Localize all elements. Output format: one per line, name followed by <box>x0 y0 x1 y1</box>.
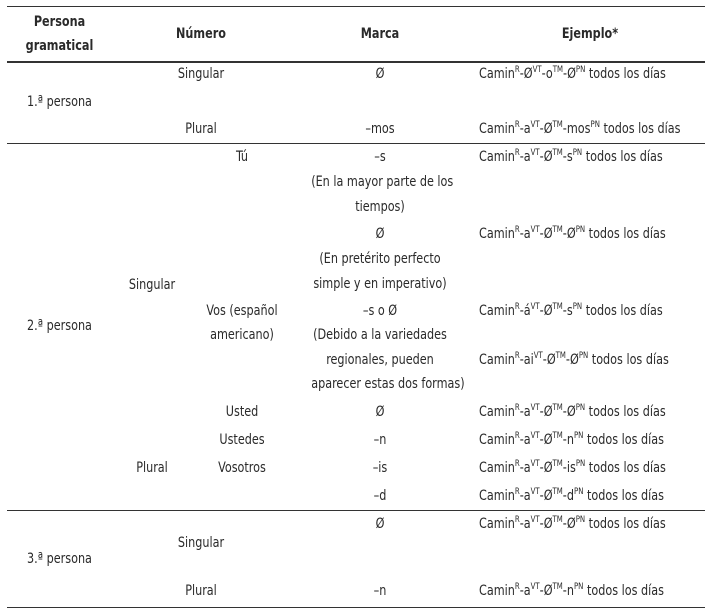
example-sup-tm: TM <box>552 487 563 497</box>
example-pn-morph: -Ø <box>562 516 576 532</box>
example-stem: Camin <box>479 352 515 368</box>
example-stem: Camin <box>479 488 515 504</box>
example-sup-vt: VT <box>530 148 540 158</box>
p2-ejemplo-vosotros-2 <box>479 484 664 508</box>
example-sup-vt: VT <box>530 515 540 525</box>
example-sup-tm: TM <box>552 65 564 75</box>
example-sup-r: R <box>514 120 520 130</box>
example-tm-morph: -o <box>541 66 553 82</box>
p2-tu-note-2: tiempos) <box>355 199 405 215</box>
p2-usted: Usted <box>225 404 259 420</box>
example-vt-morph: -Ø <box>519 66 533 82</box>
example-pn-morph: -s <box>562 303 573 319</box>
p2-vos-note-3: aparecer estas dos formas) <box>311 376 465 392</box>
example-sup-vt: VT <box>530 431 540 441</box>
example-stem: Camin <box>479 404 515 420</box>
example-sup-pn: PN <box>575 225 586 235</box>
p2-vos-note-1: (Debido a la variedades <box>313 327 447 343</box>
example-sup-r: R <box>514 403 520 413</box>
example-stem: Camin <box>479 121 515 137</box>
example-sup-tm: TM <box>552 302 563 312</box>
example-sup-tm: TM <box>552 431 563 441</box>
table-top-rule <box>7 6 705 7</box>
example-rest: todos los días <box>585 516 666 532</box>
p2-vos-note-2: regionales, pueden <box>326 352 434 368</box>
example-rest: todos los días <box>588 352 669 368</box>
p2-ejemplo-vos-2 <box>479 348 669 372</box>
example-sup-tm: TM <box>552 120 563 130</box>
p1-ejemplo-plural <box>479 117 680 141</box>
example-sup-pn: PN <box>572 302 583 312</box>
example-sup-pn: PN <box>575 65 586 75</box>
example-sup-pn: PN <box>575 403 586 413</box>
p2-ejemplo-vosotros-1 <box>479 456 666 480</box>
example-sup-r: R <box>514 582 520 592</box>
example-stem: Camin <box>479 583 515 599</box>
example-pn-morph: -is <box>562 460 576 476</box>
header-persona-1: Persona <box>33 14 86 30</box>
example-rest: todos los días <box>585 66 666 82</box>
example-sup-tm: TM <box>552 225 563 235</box>
p3-label: 3.ª persona <box>27 551 92 567</box>
example-sup-tm: TM <box>552 515 563 525</box>
p2-label: 2.ª persona <box>27 318 92 334</box>
p3-plural: Plural <box>185 583 217 599</box>
example-rest: todos los días <box>583 432 664 448</box>
p2-vosotros-marca-2: –d <box>373 488 387 504</box>
header-persona-2: gramatical <box>25 38 94 54</box>
example-vt-morph: -a <box>519 432 531 448</box>
example-stem: Camin <box>479 460 515 476</box>
example-tm-morph: -Ø <box>542 352 556 368</box>
section-rule-2 <box>7 143 705 144</box>
example-sup-vt: VT <box>530 403 540 413</box>
example-tm-morph: -Ø <box>539 303 553 319</box>
example-tm-morph: -Ø <box>539 149 553 165</box>
p2-vos-marca: –s o Ø <box>362 303 398 319</box>
example-sup-pn: PN <box>573 582 584 592</box>
example-rest: todos los días <box>585 226 666 242</box>
example-sup-tm: TM <box>552 148 563 158</box>
p2-vos-2: americano) <box>210 327 274 343</box>
example-sup-r: R <box>514 487 520 497</box>
example-pn-morph: -n <box>562 583 574 599</box>
example-sup-vt: VT <box>530 302 540 312</box>
example-pn-morph: -Ø <box>562 404 576 420</box>
example-sup-vt: VT <box>530 487 540 497</box>
example-sup-pn: PN <box>572 148 583 158</box>
example-stem: Camin <box>479 149 515 165</box>
example-vt-morph: -a <box>519 404 531 420</box>
example-tm-morph: -Ø <box>539 583 553 599</box>
p2-vos-1: Vos (español <box>206 303 278 319</box>
p2-ustedes: Ustedes <box>219 432 265 448</box>
example-rest: todos los días <box>583 488 664 504</box>
example-tm-morph: -Ø <box>539 432 553 448</box>
example-sup-vt: VT <box>530 225 540 235</box>
p1-marca-singular: Ø <box>375 66 385 82</box>
example-sup-pn: PN <box>575 515 586 525</box>
example-pn-morph: -n <box>562 432 574 448</box>
example-pn-morph: -d <box>562 488 574 504</box>
example-tm-morph: -Ø <box>539 404 553 420</box>
p2-ejemplo-tu-1 <box>479 145 663 169</box>
p1-label: 1.ª persona <box>27 94 92 110</box>
p2-ejemplo-ustedes <box>479 428 664 452</box>
example-pn-morph: -Ø <box>565 352 579 368</box>
p3-marca-plural: –n <box>373 583 387 599</box>
section-rule-3 <box>7 510 705 511</box>
example-sup-r: R <box>514 459 520 469</box>
example-pn-morph: -Ø <box>562 226 576 242</box>
p2-ejemplo-tu-2 <box>479 222 666 246</box>
p2-ustedes-marca: –n <box>373 432 387 448</box>
p2-usted-marca: Ø <box>375 404 385 420</box>
p2-plural: Plural <box>136 460 168 476</box>
example-rest: todos los días <box>585 460 666 476</box>
example-sup-r: R <box>514 65 520 75</box>
example-sup-r: R <box>514 515 520 525</box>
example-sup-r: R <box>514 225 520 235</box>
example-vt-morph: -a <box>519 516 531 532</box>
example-tm-morph: -Ø <box>539 226 553 242</box>
p2-ejemplo-usted <box>479 400 666 424</box>
p2-tu-marca-2: Ø <box>375 226 385 242</box>
p2-tu-marca: –s <box>374 149 386 165</box>
example-stem: Camin <box>479 303 515 319</box>
header-marca: Marca <box>360 26 400 42</box>
example-rest: todos los días <box>582 149 663 165</box>
example-vt-morph: -a <box>519 121 531 137</box>
p2-vosotros: Vosotros <box>218 460 266 476</box>
table-bottom-rule <box>7 607 705 608</box>
p1-plural: Plural <box>185 121 217 137</box>
example-rest: todos los días <box>582 303 663 319</box>
example-vt-morph: -ai <box>519 352 534 368</box>
p3-marca-singular: Ø <box>375 516 385 532</box>
p2-tu-note-3: (En pretérito perfecto <box>319 251 441 267</box>
example-stem: Camin <box>479 516 515 532</box>
example-sup-pn: PN <box>590 120 600 130</box>
example-vt-morph: -a <box>519 149 531 165</box>
header-ejemplo: Ejemplo* <box>561 26 619 42</box>
example-sup-vt: VT <box>530 459 540 469</box>
example-tm-morph: -Ø <box>539 460 553 476</box>
p1-ejemplo-singular <box>479 62 666 86</box>
header-numero: Número <box>176 26 226 42</box>
example-vt-morph: -a <box>519 460 531 476</box>
example-vt-morph: -a <box>519 226 531 242</box>
example-rest: todos los días <box>585 404 666 420</box>
p2-tu-note-4: simple y en imperativo) <box>313 276 447 292</box>
p3-ejemplo-singular <box>479 512 666 536</box>
example-sup-vt: VT <box>530 582 540 592</box>
example-tm-morph: -Ø <box>539 121 553 137</box>
example-sup-pn: PN <box>573 431 584 441</box>
example-sup-pn: PN <box>575 459 586 469</box>
example-pn-morph: -mos <box>562 121 591 137</box>
example-sup-r: R <box>514 351 520 361</box>
p2-vosotros-marca-1: –is <box>372 460 388 476</box>
example-sup-r: R <box>514 431 520 441</box>
example-sup-tm: TM <box>552 459 563 469</box>
example-sup-r: R <box>514 148 520 158</box>
p1-marca-plural: –mos <box>365 121 395 137</box>
p3-singular: Singular <box>177 535 225 551</box>
example-sup-pn: PN <box>578 351 589 361</box>
example-sup-tm: TM <box>552 582 563 592</box>
example-sup-vt: VT <box>533 351 543 361</box>
example-sup-vt: VT <box>532 65 542 75</box>
p1-singular: Singular <box>177 66 225 82</box>
example-tm-morph: -Ø <box>539 516 553 532</box>
example-stem: Camin <box>479 226 515 242</box>
example-pn-morph: -Ø <box>563 66 576 82</box>
example-stem: Camin <box>479 432 515 448</box>
example-vt-morph: -á <box>519 303 531 319</box>
example-rest: todos los días <box>599 121 681 137</box>
p2-singular: Singular <box>128 277 176 293</box>
example-pn-morph: -s <box>562 149 573 165</box>
example-stem: Camin <box>479 66 515 82</box>
example-sup-vt: VT <box>530 120 540 130</box>
example-rest: todos los días <box>583 583 664 599</box>
p3-ejemplo-plural <box>479 579 664 603</box>
example-sup-r: R <box>514 302 520 312</box>
example-sup-pn: PN <box>573 487 584 497</box>
p2-tu: Tú <box>235 149 249 165</box>
example-vt-morph: -a <box>519 583 531 599</box>
p2-ejemplo-vos-1 <box>479 299 663 323</box>
example-sup-tm: TM <box>555 351 566 361</box>
p2-tu-note-1: (En la mayor parte de los <box>311 174 454 190</box>
example-vt-morph: -a <box>519 488 531 504</box>
example-sup-tm: TM <box>552 403 563 413</box>
example-tm-morph: -Ø <box>539 488 553 504</box>
